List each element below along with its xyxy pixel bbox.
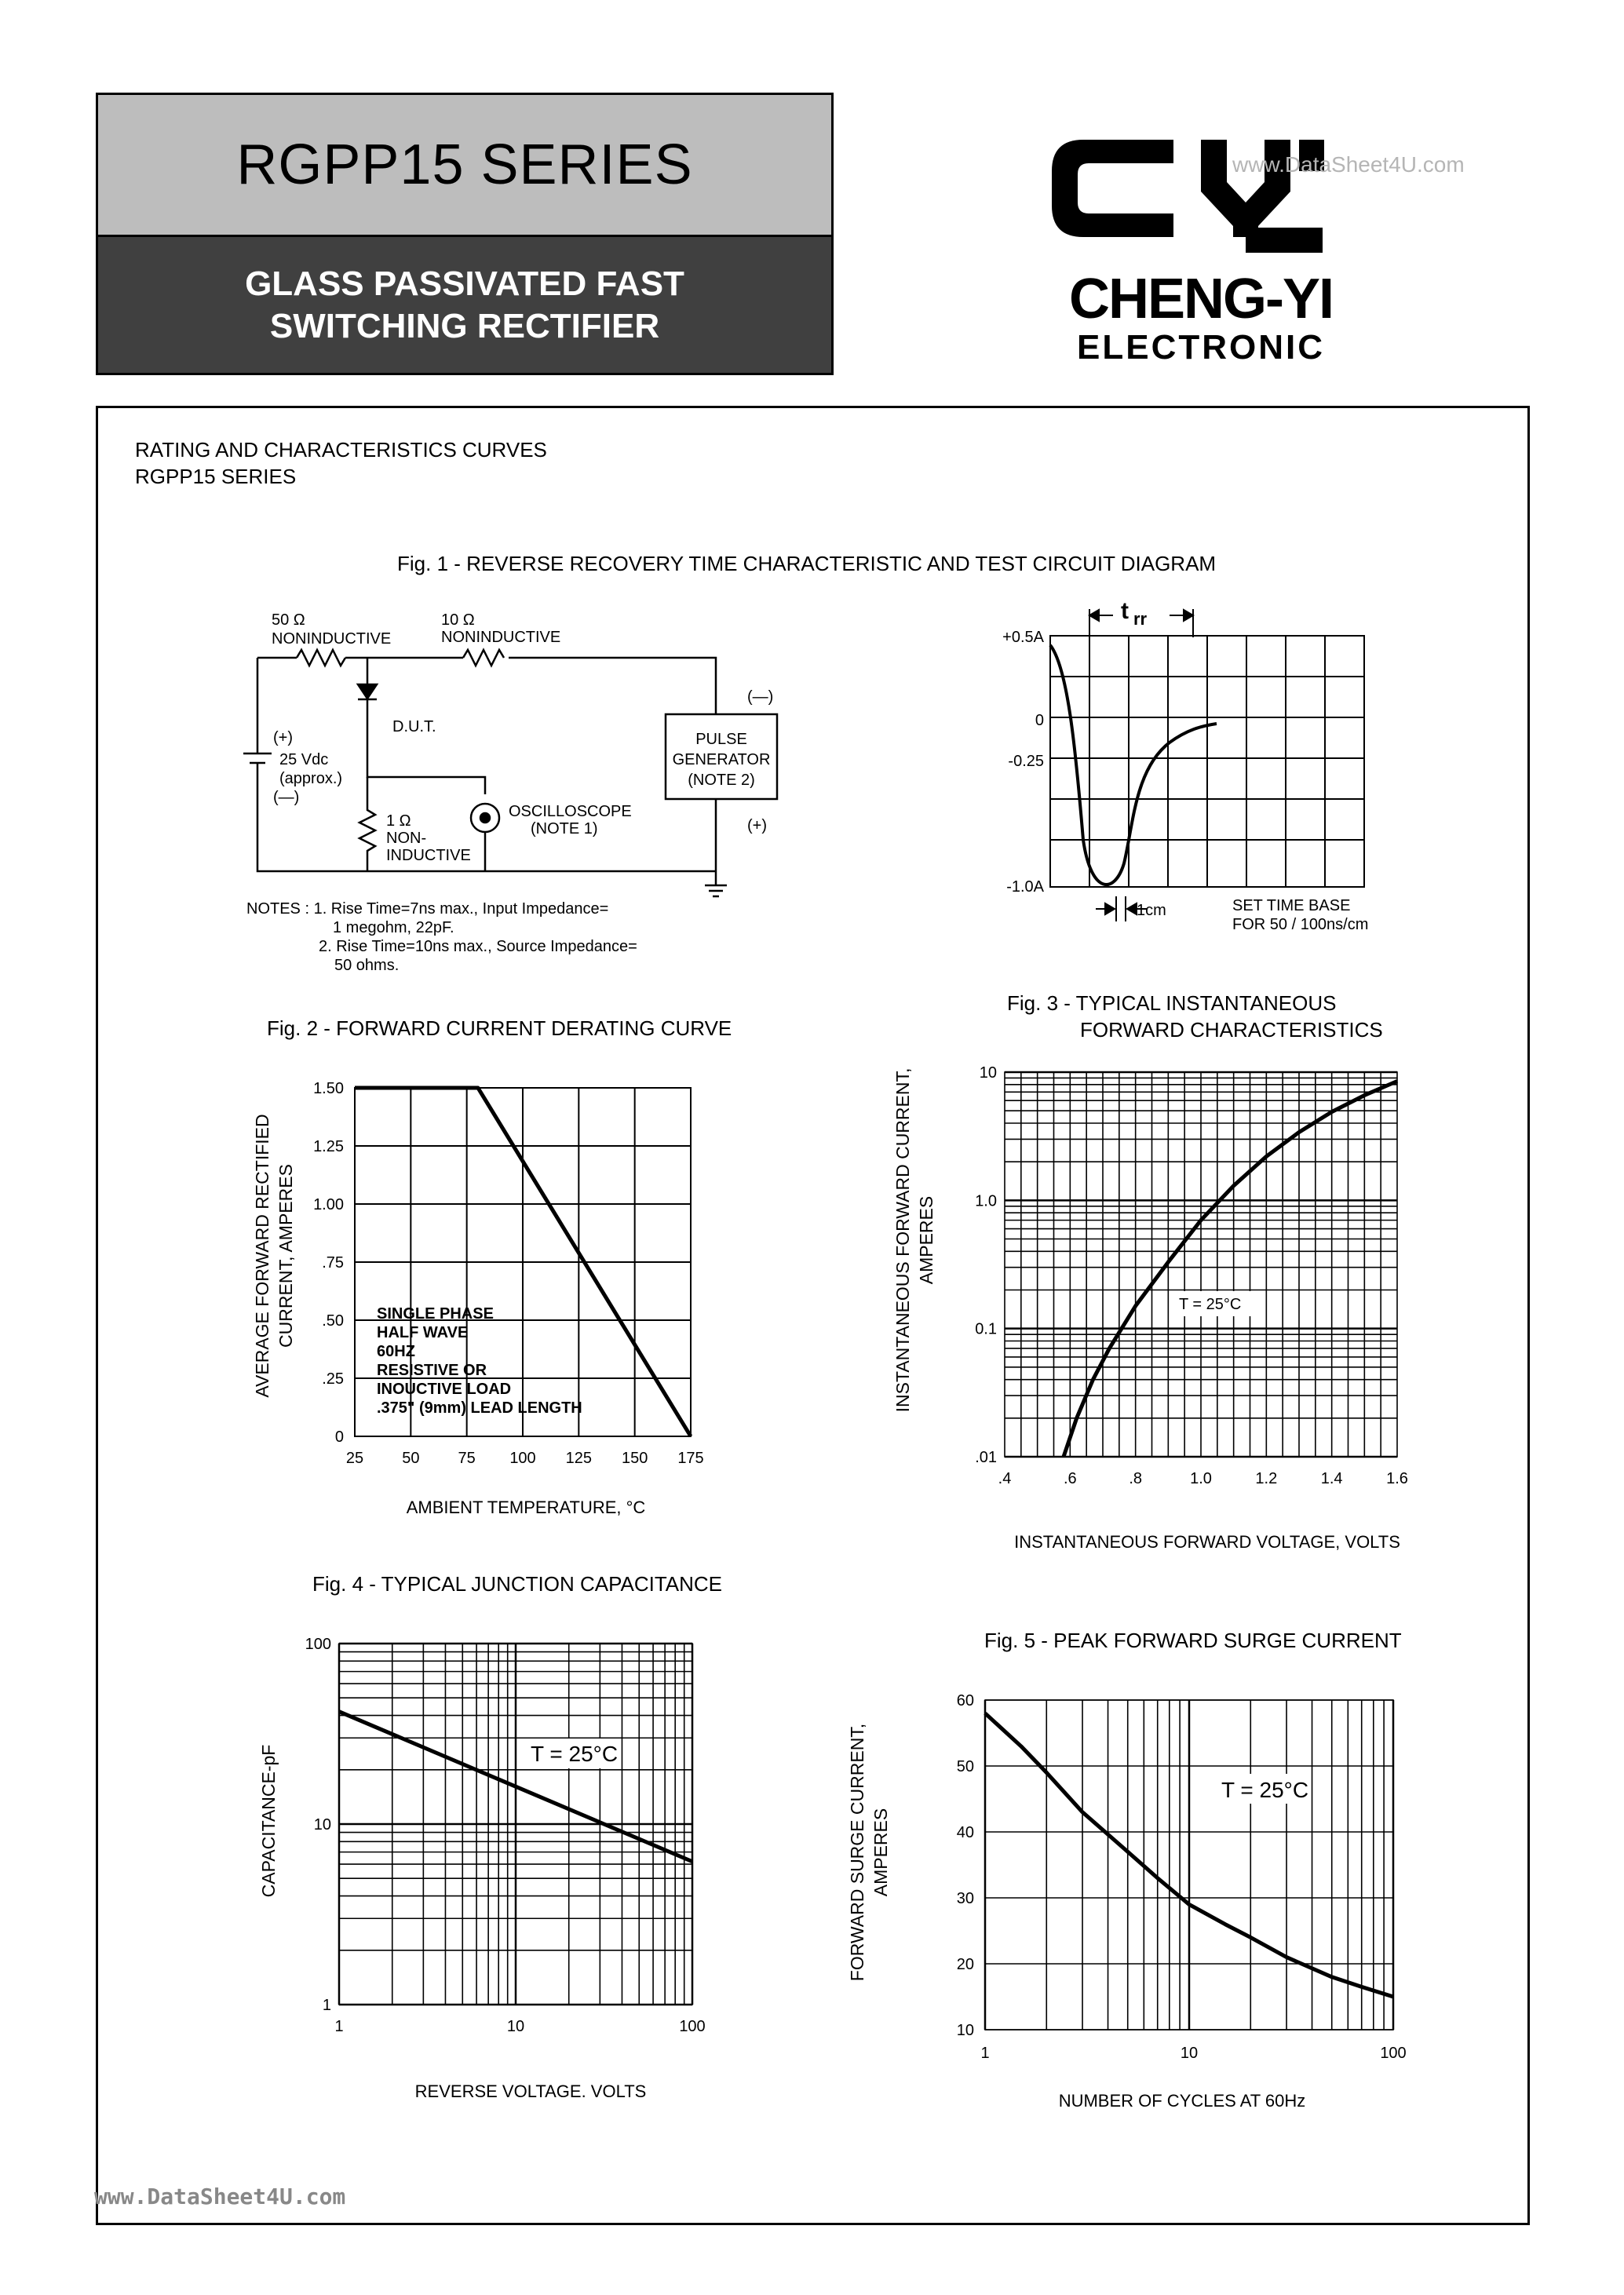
resistor-10-icon [463, 650, 504, 666]
fig2-xlabel: AMBIENT TEMPERATURE, °C [406, 1498, 646, 1517]
osc-note: (NOTE 1) [531, 820, 598, 837]
trr-label: t [1121, 598, 1129, 624]
r3-value: 1 Ω [386, 812, 411, 830]
minus1-label: (—) [273, 789, 300, 806]
y-label-0: +0.5A [1002, 629, 1044, 646]
fig2-ytick: .75 [322, 1254, 344, 1272]
fig5-ylabel1: FORWARD SURGE CURRENT, [847, 1723, 867, 1982]
y-label-1: 0 [1035, 712, 1044, 729]
fig5-xtick: 1 [980, 2045, 990, 2062]
timebase-1: SET TIME BASE [1232, 897, 1351, 914]
fig2-note-1: HALF WAVE [377, 1324, 469, 1341]
notes-line3: 2. Rise Time=10ns max., Source Impedance= [319, 938, 637, 955]
fig3-ylabel1: INSTANTANEOUS FORWARD CURRENT, [892, 1067, 913, 1413]
r1-desc: NONINDUCTIVE [272, 630, 392, 648]
fig3-ytick: 10 [979, 1064, 997, 1082]
fig4-title: Fig. 4 - TYPICAL JUNCTION CAPACITANCE [312, 1572, 723, 1596]
company-logo [1040, 126, 1354, 267]
series-title: RGPP15 SERIES [98, 95, 831, 237]
fig3-chart [887, 1052, 1436, 1570]
fig2-xtick: 75 [458, 1450, 476, 1467]
fig3-ytick: 1.0 [975, 1192, 997, 1210]
fig3-annotation: T = 25°C [1179, 1296, 1242, 1313]
fig3-xtick: .8 [1129, 1470, 1143, 1487]
pulse-line1: PULSE [695, 731, 747, 748]
watermark-top: www.DataSheet4U.com [1232, 152, 1465, 177]
pulse-line3: (NOTE 2) [688, 772, 755, 789]
fig2-xtick: 25 [345, 1450, 364, 1467]
approx-label: (approx.) [279, 770, 343, 787]
fig3-xtick: .4 [998, 1470, 1012, 1487]
fig5-ytick: 20 [956, 1956, 974, 1973]
fig2-title: Fig. 2 - FORWARD CURRENT DERATING CURVE [267, 1016, 732, 1040]
brand-name: CHENG-YI [1068, 268, 1334, 330]
fig1-waveform [981, 589, 1405, 958]
fig4-annotation: T = 25°C [531, 1742, 619, 1766]
r2-desc: NONINDUCTIVE [441, 629, 561, 646]
notes-line2: 1 megohm, 22pF. [333, 919, 454, 936]
heading-line2: RGPP15 SERIES [135, 465, 297, 488]
plus2-label: (+) [747, 817, 767, 834]
fig5-xlabel: NUMBER OF CYCLES AT 60Hz [1058, 2091, 1306, 2111]
supply-label: 25 Vdc [279, 751, 329, 768]
fig2-xtick: 175 [677, 1450, 704, 1467]
fig2-xtick: 50 [402, 1450, 420, 1467]
fig5-ytick: 10 [956, 2022, 974, 2039]
fig5-chart [840, 1680, 1436, 2119]
heading-line1: RATING AND CHARACTERISTICS CURVES [135, 438, 547, 462]
fig3-ytick: 0.1 [975, 1320, 997, 1338]
dut-label: D.U.T. [392, 718, 436, 735]
timebase-2: FOR 50 / 100ns/cm [1232, 916, 1369, 933]
resistor-1-icon [359, 777, 375, 871]
fig3-xlabel: INSTANTANEOUS FORWARD VOLTAGE, VOLTS [1014, 1532, 1400, 1552]
brand [1044, 267, 1358, 367]
battery-icon [243, 753, 272, 763]
fig3-xtick: 1.4 [1320, 1470, 1343, 1487]
fig2-note-0: SINGLE PHASE [377, 1305, 494, 1323]
recovery-curve [1050, 645, 1217, 885]
fig4-xtick: 1 [334, 2018, 344, 2035]
fig3-forward-curve [1064, 1082, 1397, 1457]
fig4-xtick: 10 [506, 2018, 525, 2035]
fig3-xtick: 1.6 [1386, 1470, 1408, 1487]
fig5-annotation: T = 25°C [1221, 1778, 1309, 1802]
fig4-ytick: 1 [322, 1997, 331, 2014]
fig2-ytick: 0 [334, 1428, 344, 1446]
fig2-note-3: RESISTIVE OR [377, 1362, 487, 1379]
r2-value: 10 Ω [441, 611, 475, 629]
r3-desc1: NON- [386, 830, 427, 847]
fig2-xtick: 100 [509, 1450, 536, 1467]
fig2-note-2: 60HZ [377, 1343, 415, 1360]
fig2-chart [235, 1052, 769, 1538]
osc-label: OSCILLOSCOPE [509, 803, 632, 820]
fig4-xlabel: REVERSE VOLTAGE. VOLTS [414, 2082, 647, 2101]
fig4-xtick: 100 [679, 2018, 706, 2035]
r3-desc2: INDUCTIVE [386, 847, 471, 864]
fig2-ytick: .50 [322, 1312, 344, 1330]
product-subtitle [98, 237, 831, 373]
title-box [96, 93, 834, 375]
fig2-xtick: 125 [565, 1450, 593, 1467]
fig1-test-circuit [235, 597, 801, 973]
fig5-ylabel2: AMPERES [870, 1808, 891, 1897]
fig5-xtick: 100 [1380, 2045, 1407, 2062]
y-label-3: -1.0A [1006, 878, 1044, 896]
fig3-xtick: .6 [1063, 1470, 1077, 1487]
fig4-ytick: 10 [313, 1816, 331, 1833]
ground-icon [705, 871, 727, 896]
r1-value: 50 Ω [272, 611, 305, 629]
fig2-ylabel1: AVERAGE FORWARD RECTIFIED [252, 1114, 272, 1398]
resistor-50-icon [297, 650, 345, 666]
pulse-line2: GENERATOR [672, 751, 771, 768]
watermark-bottom: www.DataSheet4U.com [94, 2184, 346, 2209]
subtitle-line2: SWITCHING RECTIFIER [269, 306, 660, 345]
fig2-ylabel2: CURRENT, AMPERES [276, 1164, 296, 1348]
subtitle-line1: GLASS PASSIVATED FAST [245, 264, 684, 303]
fig3-title1: Fig. 3 - TYPICAL INSTANTANEOUS [1007, 991, 1337, 1015]
fig4-ylabel: CAPACITANCE-pF [258, 1744, 279, 1898]
fig2-ytick: .25 [322, 1370, 344, 1388]
fig3-xtick: 1.0 [1190, 1470, 1212, 1487]
notes-line4: 50 ohms. [334, 957, 400, 973]
diode-icon [358, 684, 377, 699]
fig3-title2: FORWARD CHARACTERISTICS [1080, 1018, 1383, 1042]
plus1-label: (+) [273, 729, 293, 746]
fig2-ytick: 1.00 [313, 1196, 344, 1213]
minus2-label: (—) [747, 688, 774, 706]
fig3-ylabel2: AMPERES [916, 1195, 936, 1285]
fig2-xtick: 150 [621, 1450, 648, 1467]
cm-label: 1cm [1137, 902, 1166, 919]
fig4-ytick: 100 [305, 1636, 331, 1653]
fig5-ytick: 40 [956, 1824, 974, 1841]
brand-sub: ELECTRONIC [1077, 328, 1325, 367]
fig5-ytick: 30 [956, 1890, 974, 1907]
fig2-ytick: 1.25 [313, 1138, 344, 1155]
trr-sub: rr [1133, 609, 1148, 629]
fig5-ytick: 60 [956, 1692, 974, 1709]
fig2-ytick: 1.50 [313, 1080, 344, 1097]
fig5-xtick: 10 [1180, 2045, 1199, 2062]
y-label-2: -0.25 [1008, 753, 1044, 770]
fig3-xtick: 1.2 [1255, 1470, 1278, 1487]
notes-line1: NOTES : 1. Rise Time=7ns max., Input Impedance= [246, 900, 609, 918]
fig2-note-5: .375" (9mm) LEAD LENGTH [377, 1399, 582, 1417]
fig2-note-4: INOUCTIVE LOAD [377, 1381, 512, 1398]
fig3-ytick: .01 [975, 1449, 997, 1466]
fig5-ytick: 50 [956, 1758, 974, 1775]
fig1-title: Fig. 1 - REVERSE RECOVERY TIME CHARACTERISTIC AND TEST CIRCUIT DIAGRAM [397, 552, 1217, 575]
fig5-title: Fig. 5 - PEAK FORWARD SURGE CURRENT [984, 1629, 1402, 1652]
section-heading [135, 436, 547, 490]
fig4-chart [251, 1617, 754, 2103]
